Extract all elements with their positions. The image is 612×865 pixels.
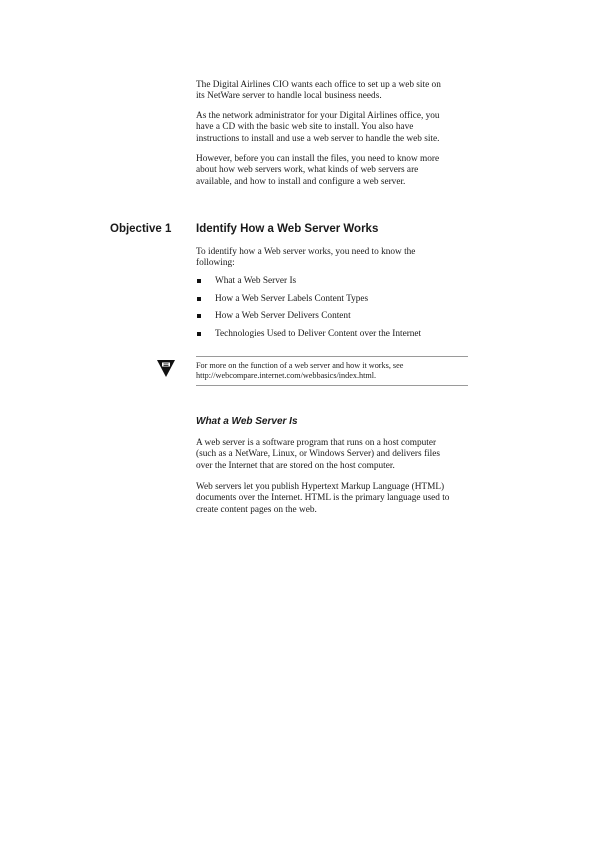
objective-title: Identify How a Web Server Works	[196, 223, 379, 235]
bullet-square-icon	[197, 297, 201, 301]
list-item	[196, 294, 421, 305]
list-item-text: What a Web Server Is	[215, 276, 297, 286]
list-item-text: Technologies Used to Deliver Content over the Internet	[215, 328, 422, 339]
bullet-square-icon	[197, 332, 201, 336]
note-bottom-rule	[196, 385, 468, 386]
objective-topic-list	[196, 276, 421, 346]
list-item-text: How a Web Server Delivers Content	[215, 311, 351, 321]
list-item	[196, 329, 421, 340]
section-paragraph-2: Web servers let you publish Hypertext Markup Language (HTML) documents over the Internet. HTML is the primary language used to create content pages on the web.	[196, 482, 450, 515]
objective-lead: To identify how a Web server works, you need to know the following:	[196, 247, 416, 269]
section-paragraph-1: A web server is a software program that runs on a host computer (such as a NetWare, Linux, or Windows Server) and delivers files over the Internet that are stored on the host computer.	[196, 438, 440, 471]
note-flag-icon	[157, 360, 175, 377]
list-item	[196, 311, 421, 322]
section-heading: What a Web Server Is	[196, 416, 298, 427]
bullet-square-icon	[197, 314, 201, 318]
intro-paragraph-3: However, before you can install the files, you need to know more about how web servers work, what kinds of web servers are available, and how to install and configure a web server.	[196, 154, 440, 187]
note-top-rule	[196, 356, 468, 357]
list-item	[196, 276, 421, 287]
list-item-text: How a Web Server Labels Content Types	[215, 293, 369, 304]
intro-paragraph-1: The Digital Airlines CIO wants each office to set up a web site on its NetWare server to handle local business needs.	[196, 80, 441, 102]
objective-label: Objective 1	[110, 223, 172, 235]
intro-paragraph-2: As the network administrator for your Digital Airlines office, you have a CD with the basic web site to install. You also have instructions to install and use a web server to handle the web site.	[196, 111, 440, 144]
note-text: For more on the function of a web server and how it works, see http://webcompare.internet.com/webbasics/index.html.	[196, 361, 404, 380]
bullet-square-icon	[197, 279, 201, 283]
